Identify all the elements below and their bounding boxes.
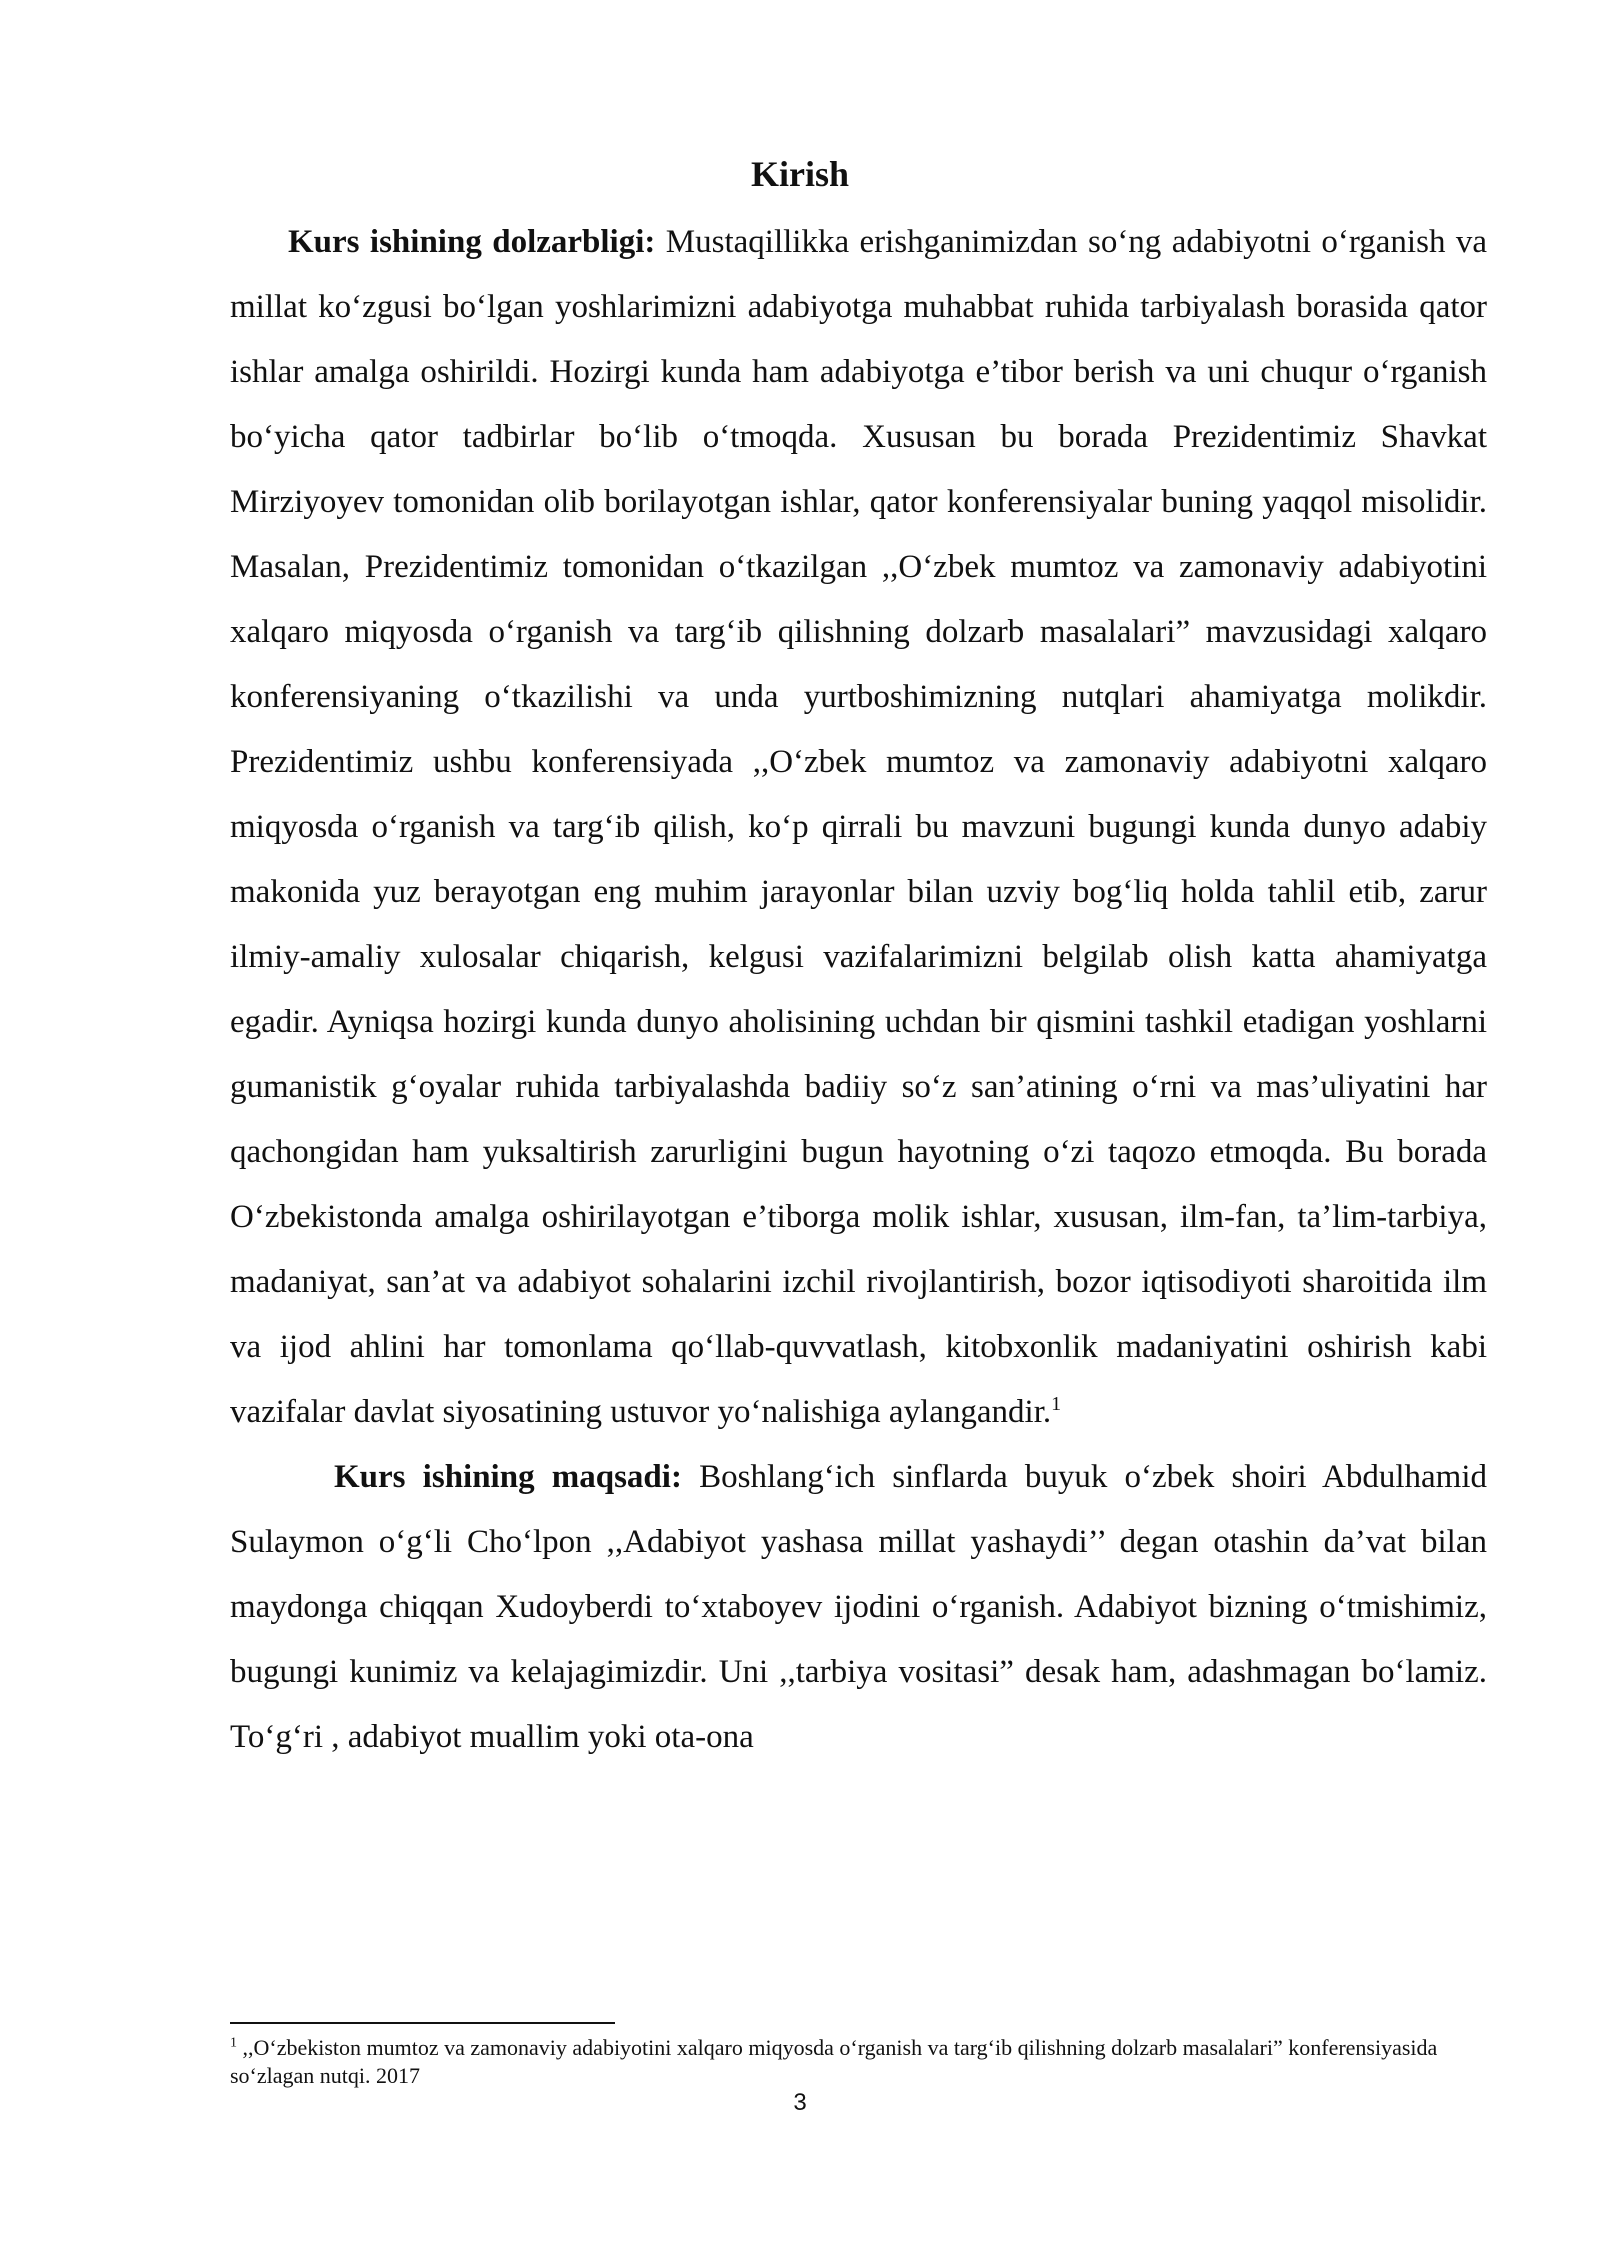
footnote: [230, 2034, 1460, 2090]
paragraph-text: Mustaqillikka erishganimizdan so‘ng adabiyotni o‘rganish va millat ko‘zgusi bo‘lgan yoshlarimizni adabiyotga muhabbat ruhida tarbiyalash borasida qator ishlar amalga oshirildi. Hozirgi kunda ham adabiyotga e’tibor berish va uni chuqur o‘rganish bo‘yicha qator tadbirlar bo‘lib o‘tmoqda. Xususan bu borada Prezidentimiz Shavkat Mirziyoyev tomonidan olib borilayotgan ishlar, qator konferensiyalar buning yaqqol misolidir. Masalan, Prezidentimiz tomonidan o‘tkazilgan ,,O‘zbek mumtoz va zamonaviy adabiyotini xalqaro miqyosda o‘rganish va targ‘ib qilishning dolzarb masalalari” mavzusidagi xalqaro konferensiyaning o‘tkazilishi va unda yurtboshimizning nutqlari ahamiyatga molikdir. Prezidentimiz ushbu konferensiyada ,,O‘zbek mumtoz va zamonaviy adabiyotni xalqaro miqyosda o‘rganish va targ‘ib qilish, ko‘p qirrali bu mavzuni bugungi kunda dunyo adabiy makonida yuz berayotgan eng muhim jarayonlar bilan uzviy bog‘liq holda tahlil etib, zarur ilmiy-amaliy xulosalar chiqarish, kelgusi vazifalarimizni belgilab olish katta ahamiyatga egadir. Ayniqsa hozirgi kunda dunyo aholisining uchdan bir qismini tashkil etadigan yoshlarni gumanistik g‘oyalar ruhida tarbiyalashda badiiy so‘z san’atining o‘rni va mas’uliyatini har qachongidan ham yuksaltirish zarurligini bugun hayotning o‘zi taqozo etmoqda. Bu borada O‘zbekistonda amalga oshirilayotgan e’tiborga molik ishlar, xususan, ilm-fan, ta’lim-tarbiya, madaniyat, san’at va adabiyot sohalarini izchil rivojlantirish, bozor iqtisodiyoti sharoitida ilm va ijod ahlini har tomonlama qo‘llab-quvvatlash, kitobxonlik madaniyatini oshirish kabi vazifalar davlat siyosatining ustuvor yo‘nalishiga aylangandir.: [230, 224, 1487, 1430]
paragraph-lead: Kurs ishining dolzarbligi:: [288, 224, 656, 260]
paragraph-goal: [230, 1445, 1487, 1770]
paragraph-text: Boshlang‘ich sinflarda buyuk o‘zbek shoiri Abdulhamid Sulaymon o‘g‘li Cho‘lpon ,,Adabiyot yashasa millat yashaydi’’ degan otashin da’vat bilan maydonga chiqqan Xudoyberdi to‘xtaboyev ijodini o‘rganish. Adabiyot bizning o‘tmishimiz, bugungi kunimiz va kelajagimizdir. Uni ,,tarbiya vositasi” desak ham, adashmagan bo‘lamiz. To‘g‘ri , adabiyot muallim yoki ota-ona: [230, 1459, 1487, 1755]
section-title: Kirish: [750, 154, 849, 194]
body-text: [230, 210, 1487, 1770]
footnote-separator: [230, 2022, 615, 2024]
footnote-reference[interactable]: 1: [1051, 1393, 1062, 1415]
paragraph-lead: Kurs ishining maqsadi:: [334, 1459, 682, 1495]
footnote-number: 1: [230, 2035, 237, 2051]
paragraph-relevance: [230, 210, 1487, 1445]
footnote-text: ,,O‘zbekiston mumtoz va zamonaviy adabiyotini xalqaro miqyosda o‘rganish va targ‘ib qilishning dolzarb masalalari” konferensiyasida so‘zlagan nutqi. 2017: [230, 2035, 1438, 2088]
page-number: 3: [793, 2089, 807, 2116]
